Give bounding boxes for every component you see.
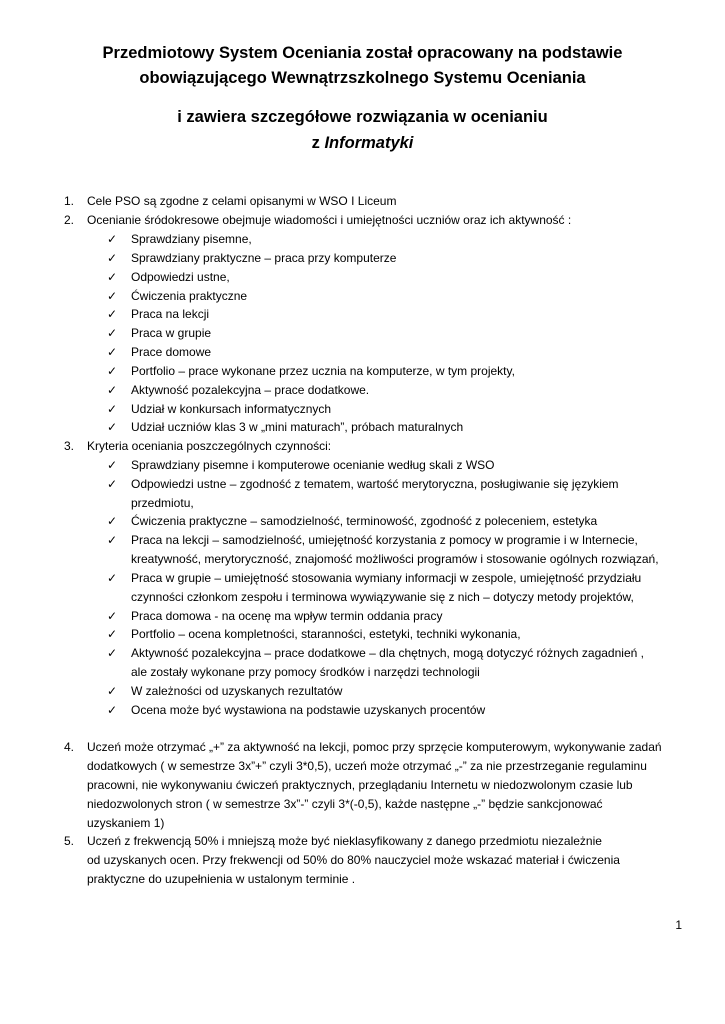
checkmark-icon: ✓	[107, 684, 118, 698]
checklist-text: Praca w grupie	[131, 326, 212, 340]
checkmark-icon: ✓	[107, 345, 118, 359]
checkmark-icon: ✓	[107, 420, 118, 434]
list-number: 4.	[64, 740, 75, 754]
checkmark-icon: ✓	[107, 251, 118, 265]
checklist-text: Udział w konkursach informatycznych	[131, 402, 332, 416]
paragraph-line: praktyczne do uzupełnienia w ustalonym terminie .	[87, 872, 356, 886]
title-subject: Informatyki	[324, 134, 414, 152]
checkmark-icon: ✓	[107, 383, 118, 397]
checklist-text: Ćwiczenia praktyczne – samodzielność, terminowość, zgodność z poleceniem, estetyka	[131, 514, 598, 528]
checklist-text: ale zostały wykonane przy pomocy środków i narzędzi technologii	[131, 665, 480, 679]
checkmark-icon: ✓	[107, 364, 118, 378]
paragraph-line: Uczeń z frekwencją 50% i mniejszą może być nieklasyfikowany z danego przedmiotu niezależnie	[87, 834, 602, 848]
checkmark-icon: ✓	[107, 270, 118, 284]
checklist-text: Praca w grupie – umiejętność stosowania wymiany informacji w zespole, umiejętność przydziału	[131, 571, 642, 585]
list-item-text: Kryteria oceniania poszczególnych czynności:	[87, 439, 332, 453]
title-line-2: obowiązującego Wewnątrzszkolnego Systemu Oceniania	[139, 69, 586, 87]
paragraph-line: uzyskaniem 1)	[87, 816, 165, 830]
list-item-text: Cele PSO są zgodne z celami opisanymi w WSO I Liceum	[87, 194, 397, 208]
checklist-text: Aktywność pozalekcyjna – prace dodatkowe.	[131, 383, 370, 397]
checklist-text: Sprawdziany praktyczne – praca przy komputerze	[131, 251, 397, 265]
checklist-text: Prace domowe	[131, 345, 212, 359]
checkmark-icon: ✓	[107, 646, 118, 660]
title-line-1: Przedmiotowy System Oceniania został opracowany na podstawie	[102, 44, 623, 62]
checkmark-icon: ✓	[107, 477, 118, 491]
checkmark-icon: ✓	[107, 326, 118, 340]
paragraph-line: niedozwolonych stron ( w semestrze 3x”-” czyli 3*(-0,5), każde następne „-” będzie sankcjonować	[87, 797, 603, 811]
checklist-text: Aktywność pozalekcyjna – prace dodatkowe – dla chętnych, mogą dotyczyć różnych zagadnień ,	[131, 646, 644, 660]
list-number: 2.	[64, 213, 75, 227]
paragraph-line: od uzyskanych ocen. Przy frekwencji od 50% do 80% nauczyciel może wskazać materiał i ćwiczenia	[87, 853, 620, 867]
checkmark-icon: ✓	[107, 514, 118, 528]
checklist-text: Odpowiedzi ustne – zgodność z tematem, wartość merytoryczna, posługiwanie się językiem	[131, 477, 619, 491]
checklist-text: Praca domowa - na ocenę ma wpływ termin oddania pracy	[131, 609, 443, 623]
checklist-text: Praca na lekcji – samodzielność, umiejętność korzystania z pomocy w programie i w Internecie,	[131, 533, 638, 547]
checkmark-icon: ✓	[107, 307, 118, 321]
checkmark-icon: ✓	[107, 703, 118, 717]
checklist-text: Udział uczniów klas 3 w „mini maturach”, próbach maturalnych	[131, 420, 464, 434]
checklist-text: Portfolio – prace wykonane przez ucznia na komputerze, w tym projekty,	[131, 364, 515, 378]
checkmark-icon: ✓	[107, 571, 118, 585]
checkmark-icon: ✓	[107, 232, 118, 246]
paragraph-line: pracowni, nie wykonywaniu ćwiczeń praktycznych, przeglądaniu Internetu w niedozwolonym czasie lub	[87, 778, 633, 792]
checklist-text: Praca na lekcji	[131, 307, 210, 321]
paragraph-line: dodatkowych ( w semestrze 3x”+” czyli 3*0,5), uczeń może otrzymać „-” za nie przestrzeganie regulaminu	[87, 759, 647, 773]
list-number: 1.	[64, 194, 75, 208]
title-line-3: i zawiera szczegółowe rozwiązania w ocenianiu	[177, 108, 548, 126]
page-number: 1	[675, 918, 682, 932]
list-number: 5.	[64, 834, 75, 848]
checklist-text: Ocena może być wystawiona na podstawie uzyskanych procentów	[131, 703, 486, 717]
checkmark-icon: ✓	[107, 289, 118, 303]
checklist-text: Ćwiczenia praktyczne	[131, 289, 248, 303]
checkmark-icon: ✓	[107, 458, 118, 472]
checkmark-icon: ✓	[107, 627, 118, 641]
checkmark-icon: ✓	[107, 402, 118, 416]
checklist-text: Odpowiedzi ustne,	[131, 270, 230, 284]
title-prefix: z	[311, 134, 325, 152]
checklist-text: Sprawdziany pisemne i komputerowe ocenianie według skali z WSO	[131, 458, 495, 472]
checkmark-icon: ✓	[107, 609, 118, 623]
checklist-text: Sprawdziany pisemne,	[131, 232, 252, 246]
paragraph-line: Uczeń może otrzymać „+” za aktywność na lekcji, pomoc przy sprzęcie komputerowym, wykonywanie zadań	[87, 740, 662, 754]
title-line-4	[60, 134, 665, 153]
list-item-text: Ocenianie śródokresowe obejmuje wiadomości i umiejętności uczniów oraz ich aktywność :	[87, 213, 572, 227]
checklist-text: W zależności od uzyskanych rezultatów	[131, 684, 343, 698]
checklist-text: Portfolio – ocena kompletności, staranności, estetyki, techniki wykonania,	[131, 627, 521, 641]
checklist-text: przedmiotu,	[131, 496, 194, 510]
checkmark-icon: ✓	[107, 533, 118, 547]
checklist-text: kreatywność, merytoryczność, znajomość możliwości programów i stosowanie ogólnych rozwiązań,	[131, 552, 659, 566]
checklist-text: czynności członkom zespołu i terminowa wywiązywanie się z nich – dotyczy metody projektów,	[131, 590, 634, 604]
list-number: 3.	[64, 439, 75, 453]
